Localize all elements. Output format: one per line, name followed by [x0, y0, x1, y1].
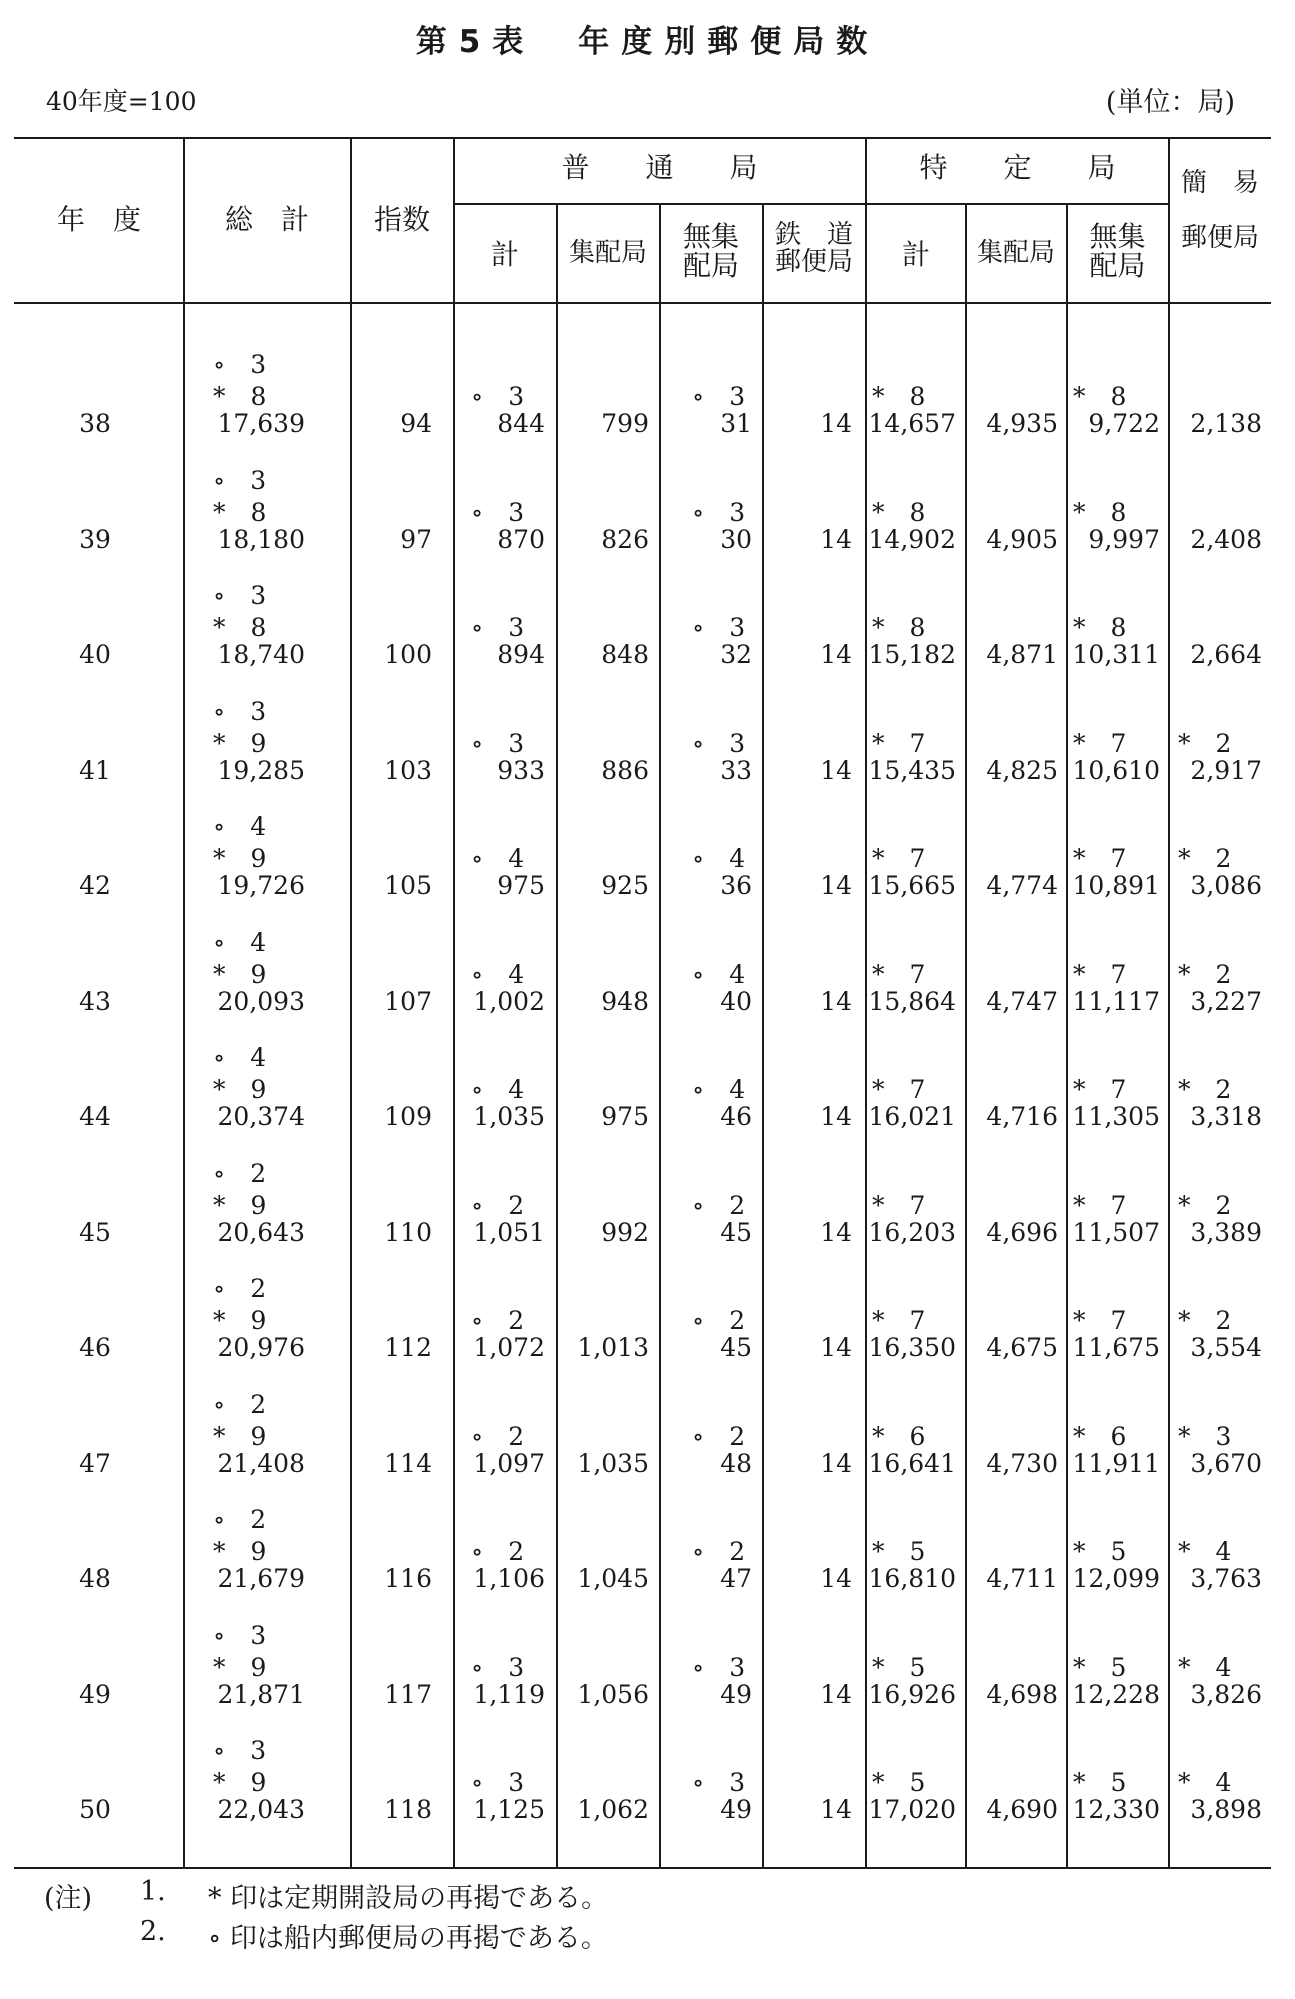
col-rule: [1168, 137, 1170, 1868]
header-index: 指数: [373, 203, 430, 236]
total-ship-office-mark: ∘ 2: [213, 1390, 267, 1419]
header-futsu-mushuhai: [660, 222, 762, 281]
total-periodic-office-mark: * 9: [213, 844, 267, 873]
futsu-kei-ship-mark: ∘ 4: [471, 844, 525, 873]
futsu-mushuhai-ship-mark: ∘ 4: [692, 844, 746, 873]
tokutei-mushuhai-periodic-mark: * 7: [1073, 1306, 1127, 1335]
tokutei-kei-periodic-mark: * 8: [872, 498, 926, 527]
futsu-mushuhai-value: 45: [720, 1218, 752, 1247]
futsu-kei-value: 870: [497, 525, 545, 554]
futsu-kei-value: 1,072: [473, 1333, 545, 1362]
total-value: 21,871: [217, 1680, 305, 1709]
futsu-kei-ship-mark: ∘ 3: [471, 498, 525, 527]
futsu-kei-value: 1,051: [473, 1218, 545, 1247]
row-year: 39: [79, 525, 111, 554]
total-ship-office-mark: ∘ 3: [213, 1621, 267, 1650]
header-tokutei: 特 定 局: [919, 151, 1116, 184]
futsu-mushuhai-ship-mark: ∘ 3: [692, 382, 746, 411]
tokutei-shuhai-value: 4,935: [986, 409, 1058, 438]
futsu-shuhai-value: 799: [601, 409, 649, 438]
index-value: 110: [384, 1218, 432, 1247]
index-value: 109: [384, 1102, 432, 1131]
tokutei-shuhai-value: 4,711: [986, 1564, 1058, 1593]
total-periodic-office-mark: * 9: [213, 1537, 267, 1566]
kan-value: 2,138: [1190, 409, 1262, 438]
total-periodic-office-mark: * 9: [213, 1306, 267, 1335]
futsu-kei-ship-mark: ∘ 3: [471, 729, 525, 758]
futsu-kei-value: 1,002: [473, 987, 545, 1016]
total-ship-office-mark: ∘ 3: [213, 350, 267, 379]
tokutei-kei-value: 15,435: [868, 756, 956, 785]
futsu-kei-value: 1,106: [473, 1564, 545, 1593]
kan-value: 3,670: [1190, 1449, 1262, 1478]
total-value: 20,643: [217, 1218, 305, 1247]
futsu-mushuhai-ship-mark: ∘ 3: [692, 1768, 746, 1797]
tokutei-shuhai-value: 4,774: [986, 871, 1058, 900]
futsu-kei-value: 933: [497, 756, 545, 785]
futsu-kei-ship-mark: ∘ 4: [471, 1075, 525, 1104]
tetsudo-value: 14: [820, 525, 852, 554]
header-tokutei-mushuhai: [1067, 222, 1168, 281]
futsu-shuhai-value: 925: [601, 871, 649, 900]
tokutei-kei-periodic-mark: * 5: [872, 1768, 926, 1797]
index-value: 117: [384, 1680, 432, 1709]
kan-periodic-mark: * 2: [1178, 729, 1232, 758]
futsu-mushuhai-ship-mark: ∘ 2: [692, 1306, 746, 1335]
tetsudo-value: 14: [820, 1102, 852, 1131]
header-total: 総 計: [224, 203, 309, 236]
index-value: 118: [384, 1795, 432, 1824]
kan-value: 2,408: [1190, 525, 1262, 554]
col-rule: [1066, 203, 1068, 1868]
futsu-mushuhai-value: 36: [720, 871, 752, 900]
futsu-mushuhai-ship-mark: ∘ 3: [692, 613, 746, 642]
futsu-mushuhai-value: 31: [720, 409, 752, 438]
total-value: 22,043: [217, 1795, 305, 1824]
futsu-mushuhai-ship-mark: ∘ 3: [692, 1653, 746, 1682]
tetsudo-value: 14: [820, 1795, 852, 1824]
tokutei-kei-periodic-mark: * 5: [872, 1653, 926, 1682]
row-year: 45: [79, 1218, 111, 1247]
futsu-mushuhai-value: 32: [720, 640, 752, 669]
futsu-kei-value: 975: [497, 871, 545, 900]
futsu-kei-ship-mark: ∘ 2: [471, 1191, 525, 1220]
col-rule: [183, 137, 185, 1868]
index-value: 116: [384, 1564, 432, 1593]
kan-periodic-mark: * 2: [1178, 844, 1232, 873]
futsu-kei-ship-mark: ∘ 3: [471, 613, 525, 642]
index-value: 97: [400, 525, 432, 554]
row-year: 44: [79, 1102, 111, 1131]
futsu-kei-value: 894: [497, 640, 545, 669]
tokutei-shuhai-value: 4,696: [986, 1218, 1058, 1247]
tokutei-mushuhai-value: 11,911: [1072, 1449, 1160, 1478]
total-value: 18,180: [217, 525, 305, 554]
header-year: 年 度: [56, 203, 141, 236]
futsu-mushuhai-value: 47: [720, 1564, 752, 1593]
total-ship-office-mark: ∘ 2: [213, 1274, 267, 1303]
kan-periodic-mark: * 2: [1178, 1191, 1232, 1220]
total-ship-office-mark: ∘ 3: [213, 466, 267, 495]
kan-periodic-mark: * 4: [1178, 1537, 1232, 1566]
tetsudo-value: 14: [820, 756, 852, 785]
tokutei-mushuhai-value: 11,675: [1072, 1333, 1160, 1362]
futsu-mushuhai-value: 49: [720, 1680, 752, 1709]
futsu-mushuhai-ship-mark: ∘ 3: [692, 729, 746, 758]
tokutei-mushuhai-value: 10,610: [1072, 756, 1160, 785]
tokutei-kei-value: 14,657: [868, 409, 956, 438]
index-value: 94: [400, 409, 432, 438]
futsu-kei-ship-mark: ∘ 3: [471, 1768, 525, 1797]
kan-periodic-mark: * 2: [1178, 1306, 1232, 1335]
kan-periodic-mark: * 4: [1178, 1653, 1232, 1682]
tokutei-mushuhai-periodic-mark: * 7: [1073, 729, 1127, 758]
header-tokutei-shuhai: 集配局: [976, 238, 1055, 268]
futsu-mushuhai-ship-mark: ∘ 2: [692, 1191, 746, 1220]
tokutei-mushuhai-value: 11,117: [1072, 987, 1160, 1016]
total-value: 21,408: [217, 1449, 305, 1478]
futsu-kei-value: 844: [497, 409, 545, 438]
futsu-mushuhai-ship-mark: ∘ 4: [692, 960, 746, 989]
tokutei-mushuhai-periodic-mark: * 5: [1073, 1768, 1127, 1797]
index-value: 105: [384, 871, 432, 900]
header-tokutei-mushuhai-line2: 配局: [1089, 249, 1146, 283]
tetsudo-value: 14: [820, 1680, 852, 1709]
tetsudo-value: 14: [820, 409, 852, 438]
total-periodic-office-mark: * 9: [213, 1653, 267, 1682]
kan-value: 3,826: [1190, 1680, 1262, 1709]
kan-value: 3,554: [1190, 1333, 1262, 1362]
kan-periodic-mark: * 3: [1178, 1422, 1232, 1451]
futsu-shuhai-value: 992: [601, 1218, 649, 1247]
tokutei-kei-value: 16,021: [868, 1102, 956, 1131]
kan-value: 3,389: [1190, 1218, 1262, 1247]
futsu-mushuhai-value: 30: [720, 525, 752, 554]
total-value: 20,093: [217, 987, 305, 1016]
tokutei-kei-periodic-mark: * 7: [872, 1075, 926, 1104]
index-value: 103: [384, 756, 432, 785]
tokutei-mushuhai-periodic-mark: * 5: [1073, 1653, 1127, 1682]
tetsudo-value: 14: [820, 1449, 852, 1478]
tokutei-kei-value: 14,902: [868, 525, 956, 554]
futsu-mushuhai-value: 49: [720, 1795, 752, 1824]
futsu-mushuhai-ship-mark: ∘ 2: [692, 1537, 746, 1566]
total-ship-office-mark: ∘ 4: [213, 812, 267, 841]
futsu-shuhai-value: 848: [601, 640, 649, 669]
tokutei-mushuhai-periodic-mark: * 8: [1073, 613, 1127, 642]
futsu-shuhai-value: 948: [601, 987, 649, 1016]
tokutei-shuhai-value: 4,825: [986, 756, 1058, 785]
tokutei-kei-value: 17,020: [868, 1795, 956, 1824]
col-rule: [762, 203, 764, 1868]
kan-periodic-mark: * 2: [1178, 960, 1232, 989]
total-periodic-office-mark: * 9: [213, 729, 267, 758]
tokutei-kei-periodic-mark: * 7: [872, 844, 926, 873]
tokutei-kei-value: 15,182: [868, 640, 956, 669]
tokutei-kei-periodic-mark: * 8: [872, 382, 926, 411]
tokutei-mushuhai-value: 12,099: [1072, 1564, 1160, 1593]
tokutei-mushuhai-periodic-mark: * 8: [1073, 382, 1127, 411]
tokutei-shuhai-value: 4,698: [986, 1680, 1058, 1709]
tokutei-kei-value: 16,203: [868, 1218, 956, 1247]
tetsudo-value: 14: [820, 1564, 852, 1593]
futsu-mushuhai-value: 33: [720, 756, 752, 785]
kan-periodic-mark: * 2: [1178, 1075, 1232, 1104]
tokutei-mushuhai-periodic-mark: * 6: [1073, 1422, 1127, 1451]
index-value: 107: [384, 987, 432, 1016]
futsu-kei-value: 1,097: [473, 1449, 545, 1478]
tokutei-mushuhai-periodic-mark: * 5: [1073, 1537, 1127, 1566]
top-rule: [14, 137, 1271, 139]
total-ship-office-mark: ∘ 3: [213, 581, 267, 610]
note-2: ∘ 印は船内郵便局の再掲である。: [208, 1923, 608, 1954]
index-value: 112: [384, 1333, 432, 1362]
row-year: 49: [79, 1680, 111, 1709]
row-year: 41: [79, 756, 111, 785]
total-value: 20,374: [217, 1102, 305, 1131]
kan-value: 3,318: [1190, 1102, 1262, 1131]
total-periodic-office-mark: * 9: [213, 960, 267, 989]
header-kan: [1169, 170, 1271, 253]
tokutei-mushuhai-value: 9,722: [1088, 409, 1160, 438]
futsu-shuhai-value: 1,035: [577, 1449, 649, 1478]
table-title: 第5表 年度別郵便局数: [415, 24, 880, 60]
row-year: 42: [79, 871, 111, 900]
header-bottom-rule: [14, 302, 1271, 304]
futsu-mushuhai-value: 46: [720, 1102, 752, 1131]
futsu-kei-ship-mark: ∘ 2: [471, 1422, 525, 1451]
row-year: 43: [79, 987, 111, 1016]
total-value: 20,976: [217, 1333, 305, 1362]
total-periodic-office-mark: * 9: [213, 1768, 267, 1797]
kan-value: 3,227: [1190, 987, 1262, 1016]
tokutei-mushuhai-periodic-mark: * 8: [1073, 498, 1127, 527]
row-year: 38: [79, 409, 111, 438]
col-rule: [453, 137, 455, 1868]
tokutei-shuhai-value: 4,747: [986, 987, 1058, 1016]
total-ship-office-mark: ∘ 2: [213, 1159, 267, 1188]
tokutei-kei-periodic-mark: * 7: [872, 1306, 926, 1335]
total-periodic-office-mark: * 8: [213, 613, 267, 642]
tokutei-kei-periodic-mark: * 7: [872, 960, 926, 989]
total-value: 19,285: [217, 756, 305, 785]
futsu-mushuhai-ship-mark: ∘ 4: [692, 1075, 746, 1104]
total-value: 21,679: [217, 1564, 305, 1593]
total-periodic-office-mark: * 8: [213, 498, 267, 527]
tokutei-mushuhai-value: 12,228: [1072, 1680, 1160, 1709]
group-rule-tokutei: [866, 203, 1169, 205]
tokutei-mushuhai-value: 10,891: [1072, 871, 1160, 900]
tokutei-mushuhai-value: 9,997: [1088, 525, 1160, 554]
header-futsu-mushuhai-line2: 配局: [682, 249, 739, 283]
header-futsu-shuhai: 集配局: [568, 238, 647, 268]
header-futsu-mushuhai-line1: 無集: [682, 220, 739, 253]
tokutei-kei-value: 16,926: [868, 1680, 956, 1709]
tokutei-mushuhai-value: 12,330: [1072, 1795, 1160, 1824]
tokutei-mushuhai-value: 11,507: [1072, 1218, 1160, 1247]
note-1: * 印は定期開設局の再掲である。: [208, 1883, 609, 1914]
tokutei-kei-periodic-mark: * 8: [872, 613, 926, 642]
header-tokutei-kei: 計: [901, 238, 930, 271]
futsu-shuhai-value: 975: [601, 1102, 649, 1131]
header-tokutei-mushuhai-line1: 無集: [1089, 220, 1146, 253]
tetsudo-value: 14: [820, 1333, 852, 1362]
tokutei-kei-periodic-mark: * 7: [872, 1191, 926, 1220]
tokutei-shuhai-value: 4,675: [986, 1333, 1058, 1362]
col-rule: [350, 137, 352, 1868]
header-tetsudo: [763, 222, 865, 277]
col-rule: [556, 203, 558, 1868]
futsu-shuhai-value: 826: [601, 525, 649, 554]
row-year: 46: [79, 1333, 111, 1362]
tetsudo-value: 14: [820, 987, 852, 1016]
kan-value: 2,664: [1190, 640, 1262, 669]
total-ship-office-mark: ∘ 3: [213, 697, 267, 726]
total-periodic-office-mark: * 9: [213, 1422, 267, 1451]
futsu-mushuhai-ship-mark: ∘ 2: [692, 1422, 746, 1451]
tokutei-mushuhai-value: 10,311: [1072, 640, 1160, 669]
bottom-rule: [14, 1867, 1271, 1869]
tokutei-mushuhai-periodic-mark: * 7: [1073, 960, 1127, 989]
total-value: 17,639: [217, 409, 305, 438]
total-value: 18,740: [217, 640, 305, 669]
futsu-kei-value: 1,119: [473, 1680, 545, 1709]
note-2-number: 2.: [140, 1916, 166, 1947]
futsu-mushuhai-value: 45: [720, 1333, 752, 1362]
total-periodic-office-mark: * 9: [213, 1075, 267, 1104]
kan-periodic-mark: * 4: [1178, 1768, 1232, 1797]
base-year-note: 40年度=100: [46, 87, 197, 116]
futsu-shuhai-value: 1,013: [577, 1333, 649, 1362]
total-ship-office-mark: ∘ 3: [213, 1736, 267, 1765]
tokutei-mushuhai-periodic-mark: * 7: [1073, 844, 1127, 873]
kan-value: 2,917: [1190, 756, 1262, 785]
notes-label: (注): [44, 1883, 93, 1914]
futsu-shuhai-value: 1,056: [577, 1680, 649, 1709]
col-rule: [659, 203, 661, 1868]
unit-label: (単位：局): [1105, 87, 1235, 118]
col-rule: [865, 137, 867, 1868]
tokutei-kei-periodic-mark: * 5: [872, 1537, 926, 1566]
tokutei-kei-value: 15,864: [868, 987, 956, 1016]
futsu-mushuhai-ship-mark: ∘ 3: [692, 498, 746, 527]
total-periodic-office-mark: * 9: [213, 1191, 267, 1220]
total-ship-office-mark: ∘ 4: [213, 1043, 267, 1072]
futsu-shuhai-value: 1,062: [577, 1795, 649, 1824]
tetsudo-value: 14: [820, 1218, 852, 1247]
kan-value: 3,086: [1190, 871, 1262, 900]
header-futsu: 普 通 局: [561, 151, 758, 184]
tokutei-shuhai-value: 4,716: [986, 1102, 1058, 1131]
kan-value: 3,898: [1190, 1795, 1262, 1824]
header-tetsudo-line1: 鉄 道: [774, 220, 853, 250]
tokutei-kei-periodic-mark: * 6: [872, 1422, 926, 1451]
futsu-kei-ship-mark: ∘ 2: [471, 1306, 525, 1335]
futsu-kei-ship-mark: ∘ 2: [471, 1537, 525, 1566]
tokutei-shuhai-value: 4,690: [986, 1795, 1058, 1824]
kan-value: 3,763: [1190, 1564, 1262, 1593]
tokutei-shuhai-value: 4,905: [986, 525, 1058, 554]
futsu-kei-value: 1,125: [473, 1795, 545, 1824]
row-year: 40: [79, 640, 111, 669]
tokutei-kei-value: 15,665: [868, 871, 956, 900]
tokutei-mushuhai-value: 11,305: [1072, 1102, 1160, 1131]
header-kan-line1: 簡 易: [1180, 168, 1259, 198]
futsu-kei-ship-mark: ∘ 4: [471, 960, 525, 989]
tokutei-mushuhai-periodic-mark: * 7: [1073, 1075, 1127, 1104]
index-value: 114: [384, 1449, 432, 1478]
futsu-kei-ship-mark: ∘ 3: [471, 382, 525, 411]
tetsudo-value: 14: [820, 640, 852, 669]
futsu-kei-ship-mark: ∘ 3: [471, 1653, 525, 1682]
tokutei-kei-value: 16,350: [868, 1333, 956, 1362]
row-year: 50: [79, 1795, 111, 1824]
col-rule: [965, 203, 967, 1868]
futsu-shuhai-value: 1,045: [577, 1564, 649, 1593]
total-periodic-office-mark: * 8: [213, 382, 267, 411]
total-ship-office-mark: ∘ 2: [213, 1505, 267, 1534]
tetsudo-value: 14: [820, 871, 852, 900]
tokutei-shuhai-value: 4,730: [986, 1449, 1058, 1478]
futsu-mushuhai-value: 40: [720, 987, 752, 1016]
header-futsu-kei: 計: [490, 238, 519, 271]
futsu-kei-value: 1,035: [473, 1102, 545, 1131]
tokutei-shuhai-value: 4,871: [986, 640, 1058, 669]
tokutei-kei-value: 16,810: [868, 1564, 956, 1593]
tokutei-kei-value: 16,641: [868, 1449, 956, 1478]
futsu-shuhai-value: 886: [601, 756, 649, 785]
note-1-number: 1.: [140, 1876, 166, 1907]
total-value: 19,726: [217, 871, 305, 900]
futsu-mushuhai-value: 48: [720, 1449, 752, 1478]
header-tetsudo-line2: 郵便局: [774, 247, 853, 278]
row-year: 47: [79, 1449, 111, 1478]
row-year: 48: [79, 1564, 111, 1593]
total-ship-office-mark: ∘ 4: [213, 928, 267, 957]
index-value: 100: [384, 640, 432, 669]
header-kan-line2: 郵便局: [1180, 223, 1259, 254]
tokutei-kei-periodic-mark: * 7: [872, 729, 926, 758]
tokutei-mushuhai-periodic-mark: * 7: [1073, 1191, 1127, 1220]
